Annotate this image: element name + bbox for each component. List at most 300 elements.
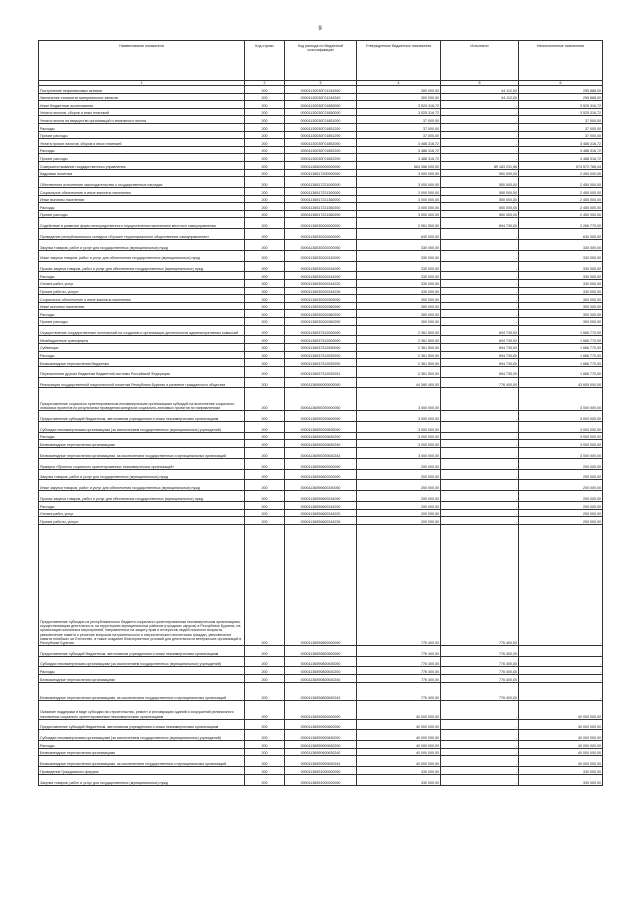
indicator-name-cell: Безвозмездные перечисления организациям, за исключением государственных и муниципальных организаций <box>39 682 245 701</box>
approved-amount-cell: 3 000 000,00 <box>357 422 441 433</box>
table-row <box>39 756 603 767</box>
executed-amount-cell: - <box>441 229 519 240</box>
table-row <box>39 336 603 344</box>
budget-code-cell: 00001130030Г01851000 <box>285 116 357 124</box>
table-row <box>39 287 603 295</box>
unexecuted-amount-cell: 37 000,00 <box>519 131 603 139</box>
table-row <box>39 310 603 318</box>
unexecuted-amount-cell: 630 000,00 <box>519 229 603 240</box>
line-code-cell: 200 <box>245 741 285 749</box>
executed-amount-cell: - <box>441 317 519 325</box>
indicator-name-cell: Предоставление субсидий бюджетным, автономным учреждениям и иным некоммерческим организациям <box>39 719 245 730</box>
unexecuted-amount-cell: 3 488 316,72 <box>519 139 603 147</box>
budget-code-cell: 00001130030Г01852000 <box>285 139 357 147</box>
executed-amount-cell: - <box>441 440 519 448</box>
indicator-name-cell: Прочие работы, услуги <box>39 287 245 295</box>
executed-amount-cell: - <box>441 411 519 422</box>
line-code-cell: 200 <box>245 295 285 303</box>
indicator-name-cell: Безвозмездные перечисления бюджетам <box>39 359 245 367</box>
indicator-name-cell: Безвозмездные перечисления организациям <box>39 675 245 683</box>
executed-amount-cell: 694 730,00 <box>441 336 519 344</box>
indicator-name-cell: Обеспечение исполнения законодательства о государственных наградах <box>39 177 245 188</box>
unexecuted-amount-cell: 330 000,00 <box>519 279 603 287</box>
approved-amount-cell: 2 361 500,00 <box>357 351 441 359</box>
line-code-cell: 200 <box>245 279 285 287</box>
table-row <box>39 93 603 101</box>
approved-amount-cell: 776 400,00 <box>357 675 441 683</box>
line-code-cell: 200 <box>245 458 285 469</box>
line-code-cell: 200 <box>245 336 285 344</box>
unexecuted-amount-cell: 3 488 316,72 <box>519 146 603 154</box>
approved-amount-cell: 300 000,00 <box>357 302 441 310</box>
line-code-cell: 200 <box>245 491 285 502</box>
indicator-name-cell: Предоставление субсидий бюджетным, автономным учреждениям и иным некоммерческим организациям <box>39 411 245 422</box>
column-number: 3 <box>285 81 357 86</box>
budget-code-cell: 00001136530200244200 <box>285 272 357 280</box>
executed-amount-cell: 776 400,00 <box>441 645 519 656</box>
table-row <box>39 343 603 351</box>
budget-code-cell: 00001136530200360000 <box>285 302 357 310</box>
unexecuted-amount-cell: 3 000 000,00 <box>519 448 603 459</box>
unexecuted-amount-cell: 1 666 770,00 <box>519 351 603 359</box>
table-row <box>39 162 603 170</box>
table-row <box>39 366 603 377</box>
unexecuted-amount-cell: - <box>519 667 603 675</box>
budget-code-cell: 00001136590600000000 <box>285 458 357 469</box>
executed-amount-cell: - <box>441 469 519 480</box>
indicator-name-cell: Безвозмездные перечисления организациям <box>39 440 245 448</box>
indicator-name-cell: Предоставление субсидий бюджетным, автономным учреждениям и иным некоммерческим организациям <box>39 645 245 656</box>
approved-amount-cell: 37 000,00 <box>357 116 441 124</box>
indicator-name-cell: Расходы <box>39 124 245 132</box>
budget-code-cell: 00001136590800630000 <box>285 656 357 667</box>
executed-amount-cell: 550 000,00 <box>441 203 519 211</box>
line-code-cell: 200 <box>245 108 285 116</box>
unexecuted-amount-cell: 300 000,00 <box>519 310 603 318</box>
indicator-name-cell: Расходы <box>39 272 245 280</box>
table-row <box>39 741 603 749</box>
indicator-name-cell: Проведение республиканского конкурса «Лучшее территориальное общественное самоуправление» <box>39 229 245 240</box>
approved-amount-cell: 2 361 500,00 <box>357 359 441 367</box>
table-row <box>39 524 603 645</box>
column-number: 6 <box>519 81 603 86</box>
table-row <box>39 177 603 188</box>
budget-code-cell: 00001136590600244220 <box>285 509 357 517</box>
executed-amount-cell: 44 112,00 <box>441 93 519 101</box>
line-code-cell: 200 <box>245 218 285 229</box>
approved-amount-cell: 3 525 316,72 <box>357 101 441 109</box>
line-code-cell: 200 <box>245 239 285 250</box>
approved-amount-cell: 3 000 000,00 <box>357 169 441 177</box>
table-row <box>39 108 603 116</box>
table-row <box>39 469 603 480</box>
budget-code-cell: 00001136537312530200 <box>285 351 357 359</box>
indicator-name-cell: Безвозмездные перечисления организациям <box>39 748 245 756</box>
indicator-name-cell: Межбюджетные трансферты <box>39 336 245 344</box>
table-row <box>39 131 603 139</box>
executed-amount-cell: - <box>441 239 519 250</box>
executed-amount-cell: - <box>441 250 519 261</box>
indicator-name-cell: Субсидии некоммерческим организациям (за исключением государственных (муниципальных) учреждений) <box>39 656 245 667</box>
table-row <box>39 272 603 280</box>
line-code-cell: 200 <box>245 517 285 525</box>
table-row <box>39 509 603 517</box>
budget-code-cell: 00001136590900000000 <box>285 701 357 720</box>
executed-amount-cell: - <box>441 131 519 139</box>
approved-amount-cell: 3 488 316,72 <box>357 139 441 147</box>
approved-amount-cell: 330 000,00 <box>357 272 441 280</box>
budget-code-cell: 00001136530200244226 <box>285 287 357 295</box>
line-code-cell: 200 <box>245 432 285 440</box>
budget-code-cell: 00001136530200244000 <box>285 261 357 272</box>
line-code-cell: 200 <box>245 302 285 310</box>
budget-code-cell: 00001136530200244220 <box>285 279 357 287</box>
line-code-cell: 200 <box>245 325 285 336</box>
table-row <box>39 188 603 196</box>
indicator-name-cell: Прочие расходы <box>39 317 245 325</box>
approved-amount-cell: 3 000 000,00 <box>357 210 441 218</box>
line-code-cell: 200 <box>245 701 285 720</box>
line-code-cell: 200 <box>245 667 285 675</box>
indicator-name-cell: Оказание поддержки в виде субсидии на строительство, ремонт и реставрацию зданий и сооружений религиозного назначения социально ориентированным некоммерческим организациям <box>39 701 245 720</box>
budget-code-cell: 00001136590200630240 <box>285 440 357 448</box>
budget-code-cell: 00001136500000000000 <box>285 162 357 170</box>
unexecuted-amount-cell: 330 000,00 <box>519 774 603 785</box>
table-row <box>39 682 603 701</box>
approved-amount-cell: 3 000 000,00 <box>357 203 441 211</box>
indicator-name-cell: Безвозмездные перечисления организациям, за исключением государственных и муниципальных организаций <box>39 448 245 459</box>
unexecuted-amount-cell: 330 000,00 <box>519 767 603 775</box>
budget-code-cell: 00001136590600244000 <box>285 491 357 502</box>
indicator-name-cell: Уплата прочих налогов, сборов и иных платежей <box>39 139 245 147</box>
indicator-name-cell: Социальное обеспечение и иные выплаты населению <box>39 188 245 196</box>
table-row <box>39 517 603 525</box>
budget-code-cell: 00001136590600244226 <box>285 517 357 525</box>
executed-amount-cell: - <box>441 502 519 510</box>
table-row <box>39 448 603 459</box>
line-code-cell: 200 <box>245 748 285 756</box>
approved-amount-cell: 3 000 000,00 <box>357 448 441 459</box>
executed-amount-cell: - <box>441 448 519 459</box>
approved-amount-cell: 200 000,00 <box>357 517 441 525</box>
executed-amount-cell: - <box>441 287 519 295</box>
budget-code-cell: 00001136590900630200 <box>285 741 357 749</box>
approved-amount-cell: 40 000 000,00 <box>357 748 441 756</box>
header-unexecuted: Неисполненные назначения <box>519 41 603 81</box>
indicator-name-cell: Расходы <box>39 741 245 749</box>
executed-amount-cell: 776 400,00 <box>441 377 519 388</box>
indicator-name-cell: Оплата работ, услуг <box>39 279 245 287</box>
approved-amount-cell: 40 000 000,00 <box>357 741 441 749</box>
executed-amount-cell: 694 730,00 <box>441 351 519 359</box>
unexecuted-amount-cell: - <box>519 656 603 667</box>
header-budget-code: Код расхода по бюджетной классификации <box>285 41 357 81</box>
table-row <box>39 124 603 132</box>
unexecuted-amount-cell: 2 450 000,00 <box>519 169 603 177</box>
budget-code-cell: 00001130030Г01244300 <box>285 86 357 94</box>
executed-amount-cell: 694 730,00 <box>441 325 519 336</box>
table-row <box>39 139 603 147</box>
table-row <box>39 656 603 667</box>
indicator-name-cell: Закупка товаров, работ и услуг для государственных (муниципальных) нужд <box>39 239 245 250</box>
header-line-code: Код строки <box>245 41 285 81</box>
line-code-cell: 200 <box>245 480 285 491</box>
indicator-name-cell: Прочие работы, услуги <box>39 517 245 525</box>
line-code-cell: 200 <box>245 131 285 139</box>
executed-amount-cell: - <box>441 730 519 741</box>
indicator-name-cell: Расходы <box>39 351 245 359</box>
approved-amount-cell: 300 000,00 <box>357 310 441 318</box>
table-row <box>39 422 603 433</box>
budget-code-cell: 00001136590200600000 <box>285 411 357 422</box>
executed-amount-cell: 694 730,00 <box>441 218 519 229</box>
indicator-name-cell: Социальное обеспечение и иные выплаты населению <box>39 295 245 303</box>
line-code-cell: 200 <box>245 162 285 170</box>
line-code-cell: 200 <box>245 169 285 177</box>
approved-amount-cell: 3 000 000,00 <box>357 388 441 411</box>
unexecuted-amount-cell: 200 000,00 <box>519 469 603 480</box>
executed-amount-cell: - <box>441 124 519 132</box>
page-number: 9 <box>318 26 322 32</box>
budget-code-cell: 00001136517221360200 <box>285 203 357 211</box>
budget-code-cell: 00001136517221360290 <box>285 210 357 218</box>
approved-amount-cell: 3 000 000,00 <box>357 195 441 203</box>
executed-amount-cell: - <box>441 279 519 287</box>
indicator-name-cell: Расходы <box>39 203 245 211</box>
approved-amount-cell: 40 000 000,00 <box>357 730 441 741</box>
budget-execution-table-container <box>38 40 602 786</box>
indicator-name-cell: Субвенции <box>39 343 245 351</box>
unexecuted-amount-cell: 43 605 000,00 <box>519 377 603 388</box>
approved-amount-cell: 3 000 000,00 <box>357 411 441 422</box>
indicator-name-cell: Расходы <box>39 667 245 675</box>
line-code-cell: 200 <box>245 124 285 132</box>
executed-amount-cell: - <box>441 491 519 502</box>
unexecuted-amount-cell: 2 450 000,00 <box>519 203 603 211</box>
budget-code-cell: 00001136590900630000 <box>285 730 357 741</box>
approved-amount-cell: 776 400,00 <box>357 645 441 656</box>
line-code-cell: 200 <box>245 730 285 741</box>
indicator-name-cell: Субсидии некоммерческим организациям (за исключением государственных (муниципальных) учреждений) <box>39 422 245 433</box>
table-row <box>39 440 603 448</box>
unexecuted-amount-cell: 3 000 000,00 <box>519 422 603 433</box>
budget-code-cell: 00001136590600244200 <box>285 502 357 510</box>
table-row <box>39 116 603 124</box>
unexecuted-amount-cell: 255 888,00 <box>519 86 603 94</box>
budget-code-cell: 00001130030Г01852200 <box>285 146 357 154</box>
unexecuted-amount-cell: 330 000,00 <box>519 250 603 261</box>
line-code-cell: 200 <box>245 448 285 459</box>
table-row <box>39 239 603 250</box>
approved-amount-cell: 630 000,00 <box>357 229 441 240</box>
unexecuted-amount-cell: 40 000 000,00 <box>519 741 603 749</box>
indicator-name-cell: Иные выплаты населению <box>39 195 245 203</box>
table-row <box>39 261 603 272</box>
budget-code-cell: 00001136591000200000 <box>285 774 357 785</box>
approved-amount-cell: 664 356 000,00 <box>357 162 441 170</box>
approved-amount-cell: 3 000 000,00 <box>357 432 441 440</box>
table-row <box>39 250 603 261</box>
budget-code-cell: 00001136537312530251 <box>285 366 357 377</box>
table-header-row <box>39 41 603 81</box>
budget-code-cell: 00001136590000000000 <box>285 377 357 388</box>
table-row <box>39 229 603 240</box>
approved-amount-cell: 2 961 500,00 <box>357 218 441 229</box>
unexecuted-amount-cell: 330 000,00 <box>519 239 603 250</box>
table-row <box>39 210 603 218</box>
executed-amount-cell: - <box>441 719 519 730</box>
indicator-name-cell: Иные закупки товаров, работ и услуг для обеспечения государственных (муниципальных) нужд <box>39 250 245 261</box>
indicator-name-cell: Субсидии некоммерческим организациям (за исключением государственных (муниципальных) учреждений) <box>39 730 245 741</box>
unexecuted-amount-cell: 2 266 770,00 <box>519 218 603 229</box>
executed-amount-cell: - <box>441 139 519 147</box>
budget-code-cell: 00001130030Г01244340 <box>285 93 357 101</box>
unexecuted-amount-cell: 200 000,00 <box>519 480 603 491</box>
line-code-cell: 200 <box>245 86 285 94</box>
line-code-cell: 200 <box>245 146 285 154</box>
table-row <box>39 719 603 730</box>
approved-amount-cell: 200 000,00 <box>357 502 441 510</box>
approved-amount-cell: 2 361 500,00 <box>357 336 441 344</box>
indicator-name-cell: Иные бюджетные ассигнования <box>39 101 245 109</box>
table-row <box>39 774 603 785</box>
executed-amount-cell: - <box>441 146 519 154</box>
budget-code-cell: 00001130030Г01850000 <box>285 101 357 109</box>
table-row <box>39 325 603 336</box>
budget-code-cell: 00001130030Г01851290 <box>285 131 357 139</box>
executed-amount-cell: 89 183 231,56 <box>441 162 519 170</box>
budget-code-cell: 00001136590800600000 <box>285 645 357 656</box>
line-code-cell: 200 <box>245 351 285 359</box>
table-row <box>39 388 603 411</box>
line-code-cell: 200 <box>245 154 285 162</box>
budget-code-cell: 00001136530200240000 <box>285 250 357 261</box>
unexecuted-amount-cell: 37 000,00 <box>519 124 603 132</box>
indicator-name-cell: Оплата работ, услуг <box>39 509 245 517</box>
executed-amount-cell: 776 400,00 <box>441 656 519 667</box>
executed-amount-cell: - <box>441 310 519 318</box>
executed-amount-cell: 776 400,00 <box>441 682 519 701</box>
unexecuted-amount-cell: 200 000,00 <box>519 517 603 525</box>
budget-code-cell: 00001136537312500000 <box>285 336 357 344</box>
approved-amount-cell: 330 000,00 <box>357 279 441 287</box>
unexecuted-amount-cell: 3 000 000,00 <box>519 440 603 448</box>
line-code-cell: 200 <box>245 359 285 367</box>
indicator-name-cell: Ярмарка «Проекты социально ориентированных некоммерческих организаций» <box>39 458 245 469</box>
approved-amount-cell: 40 000 000,00 <box>357 719 441 730</box>
table-body <box>39 86 603 786</box>
indicator-name-cell: Поступление нефинансовых активов <box>39 86 245 94</box>
budget-code-cell: 00001136590900630240 <box>285 748 357 756</box>
executed-amount-cell: - <box>441 108 519 116</box>
approved-amount-cell: 330 000,00 <box>357 261 441 272</box>
line-code-cell: 200 <box>245 93 285 101</box>
unexecuted-amount-cell: 1 666 770,00 <box>519 336 603 344</box>
approved-amount-cell: 300 000,00 <box>357 86 441 94</box>
table-row <box>39 480 603 491</box>
table-row <box>39 302 603 310</box>
indicator-name-cell: Совершенствование государственного управления <box>39 162 245 170</box>
indicator-name-cell: Закупка товаров, работ и услуг для государственных (муниципальных) нужд <box>39 774 245 785</box>
unexecuted-amount-cell: 3 525 316,72 <box>519 108 603 116</box>
executed-amount-cell: - <box>441 458 519 469</box>
unexecuted-amount-cell: 300 000,00 <box>519 295 603 303</box>
table-row <box>39 169 603 177</box>
executed-amount-cell: - <box>441 509 519 517</box>
approved-amount-cell: 200 000,00 <box>357 469 441 480</box>
table-row <box>39 195 603 203</box>
approved-amount-cell: 37 000,00 <box>357 124 441 132</box>
table-row <box>39 491 603 502</box>
unexecuted-amount-cell: 40 000 000,00 <box>519 719 603 730</box>
column-number: 4 <box>357 81 441 86</box>
budget-code-cell: 00001136590200630000 <box>285 422 357 433</box>
executed-amount-cell: - <box>441 388 519 411</box>
budget-code-cell: 00001136530000000000 <box>285 218 357 229</box>
executed-amount-cell: 776 400,00 <box>441 667 519 675</box>
approved-amount-cell: 3 000 000,00 <box>357 177 441 188</box>
indicator-name-cell: Иные выплаты населению <box>39 302 245 310</box>
table-row <box>39 351 603 359</box>
approved-amount-cell: 776 400,00 <box>357 682 441 701</box>
table-row <box>39 675 603 683</box>
table-row <box>39 218 603 229</box>
approved-amount-cell: 200 000,00 <box>357 480 441 491</box>
line-code-cell: 200 <box>245 317 285 325</box>
line-code-cell: 200 <box>245 101 285 109</box>
unexecuted-amount-cell: 40 000 000,00 <box>519 756 603 767</box>
line-code-cell: 200 <box>245 177 285 188</box>
budget-code-cell: 00001136530200360200 <box>285 310 357 318</box>
unexecuted-amount-cell: 37 000,00 <box>519 116 603 124</box>
unexecuted-amount-cell: 1 666 770,00 <box>519 325 603 336</box>
executed-amount-cell: - <box>441 774 519 785</box>
executed-amount-cell: 776 400,00 <box>441 675 519 683</box>
executed-amount-cell: 776 400,00 <box>441 524 519 645</box>
table-row <box>39 203 603 211</box>
line-code-cell: 200 <box>245 139 285 147</box>
line-code-cell: 200 <box>245 509 285 517</box>
approved-amount-cell: 3 488 316,72 <box>357 146 441 154</box>
approved-amount-cell: 776 400,00 <box>357 656 441 667</box>
table-row <box>39 86 603 94</box>
table-row <box>39 432 603 440</box>
header-executed: Исполнено <box>441 41 519 81</box>
budget-code-cell: 00001136590800000000 <box>285 524 357 645</box>
indicator-name-cell: Увеличение стоимости материальных запасов <box>39 93 245 101</box>
executed-amount-cell: 550 000,00 <box>441 177 519 188</box>
approved-amount-cell: 2 361 500,00 <box>357 366 441 377</box>
indicator-name-cell: Иные закупки товаров, работ и услуг для обеспечения государственных (муниципальных) нужд <box>39 480 245 491</box>
indicator-name-cell: Прочие расходы <box>39 154 245 162</box>
budget-code-cell: 00001136517221360000 <box>285 195 357 203</box>
table-row <box>39 667 603 675</box>
unexecuted-amount-cell: 255 888,00 <box>519 93 603 101</box>
approved-amount-cell: 330 000,00 <box>357 250 441 261</box>
executed-amount-cell: - <box>441 116 519 124</box>
executed-amount-cell: 694 730,00 <box>441 366 519 377</box>
line-code-cell: 200 <box>245 310 285 318</box>
table-row <box>39 317 603 325</box>
budget-code-cell: 00001136590900600000 <box>285 719 357 730</box>
approved-amount-cell: 330 000,00 <box>357 287 441 295</box>
approved-amount-cell: 3 000 000,00 <box>357 440 441 448</box>
line-code-cell: 200 <box>245 210 285 218</box>
executed-amount-cell: - <box>441 261 519 272</box>
indicator-name-cell: Расходы <box>39 502 245 510</box>
executed-amount-cell: - <box>441 767 519 775</box>
budget-code-cell: 00001136590600240000 <box>285 480 357 491</box>
